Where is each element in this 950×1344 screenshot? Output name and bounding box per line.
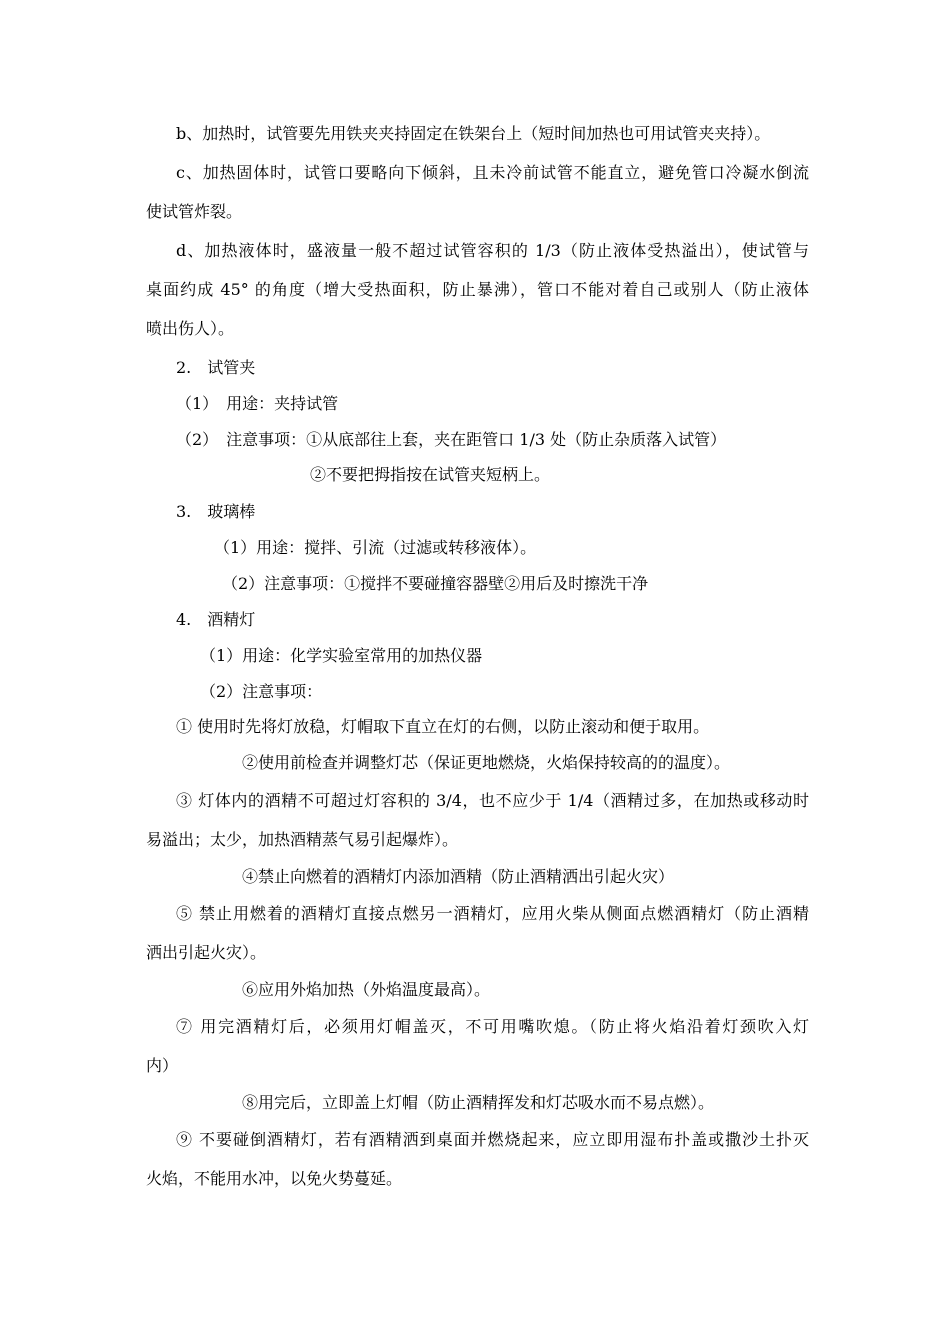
lamp-note-9-line-1: ⑨ 不要碰倒酒精灯，若有酒精洒到桌面并燃烧起来，应立即用湿布扑盖或撒沙土扑灭 [176, 1130, 809, 1149]
section-heading-glass-rod: 3. 玻璃棒 [176, 502, 256, 521]
section-heading-alcohol-lamp: 4. 酒精灯 [176, 610, 256, 629]
test-tube-holder-notes-1: （2） 注意事项：①从底部往上套，夹在距管口 1/3 处（防止杂质落入试管） [176, 430, 727, 449]
lamp-note-7-line-2: 内） [146, 1056, 179, 1075]
paragraph-b: b、加热时，试管要先用铁夹夹持固定在铁架台上（短时间加热也可用试管夹夹持）。 [176, 124, 771, 143]
lamp-note-4: ④禁止向燃着的酒精灯内添加酒精（防止酒精洒出引起火灾） [242, 867, 675, 886]
test-tube-holder-notes-2: ②不要把拇指按在试管夹短柄上。 [310, 465, 551, 484]
paragraph-c-line-2: 使试管炸裂。 [146, 202, 243, 221]
paragraph-c-line-1: c、加热固体时，试管口要略向下倾斜，且未冷前试管不能直立，避免管口冷凝水倒流 [176, 163, 809, 182]
alcohol-lamp-notes-heading: （2）注意事项： [200, 682, 323, 701]
lamp-note-5-line-1: ⑤ 禁止用燃着的酒精灯直接点燃另一酒精灯，应用火柴从侧面点燃酒精灯（防止酒精 [176, 904, 809, 923]
glass-rod-use: （1）用途：搅拌、引流（过滤或转移液体）。 [214, 538, 537, 557]
section-heading-test-tube-holder: 2. 试管夹 [176, 358, 256, 377]
lamp-note-9-line-2: 火焰，不能用水冲，以免火势蔓延。 [146, 1169, 403, 1188]
alcohol-lamp-use: （1）用途：化学实验室常用的加热仪器 [200, 646, 483, 665]
lamp-note-1: ① 使用时先将灯放稳，灯帽取下直立在灯的右侧，以防止滚动和便于取用。 [176, 717, 710, 736]
lamp-note-7-line-1: ⑦ 用完酒精灯后，必须用灯帽盖灭，不可用嘴吹熄。（防止将火焰沿着灯颈吹入灯 [176, 1017, 809, 1036]
lamp-note-3-line-1: ③ 灯体内的酒精不可超过灯容积的 3/4，也不应少于 1/4（酒精过多，在加热或移动时 [176, 791, 809, 810]
paragraph-d-line-2: 桌面约成 45° 的角度（增大受热面积，防止暴沸），管口不能对着自己或别人（防止液体 [146, 280, 809, 299]
lamp-note-6: ⑥应用外焰加热（外焰温度最高）。 [242, 980, 491, 999]
glass-rod-notes: （2）注意事项：①搅拌不要碰撞容器壁②用后及时擦洗干净 [222, 574, 649, 593]
paragraph-d-line-1: d、加热液体时，盛液量一般不超过试管容积的 1/3（防止液体受热溢出），使试管与 [176, 241, 809, 260]
paragraph-d-line-3: 喷出伤人）。 [146, 319, 235, 338]
lamp-note-5-line-2: 洒出引起火灾）。 [146, 943, 267, 962]
lamp-note-2: ②使用前检查并调整灯芯（保证更地燃烧，火焰保持较高的的温度）。 [242, 753, 731, 772]
lamp-note-8: ⑧用完后，立即盖上灯帽（防止酒精挥发和灯芯吸水而不易点燃）。 [242, 1093, 715, 1112]
lamp-note-3-line-2: 易溢出；太少，加热酒精蒸气易引起爆炸）。 [146, 830, 459, 849]
test-tube-holder-use: （1） 用途：夹持试管 [176, 394, 339, 413]
